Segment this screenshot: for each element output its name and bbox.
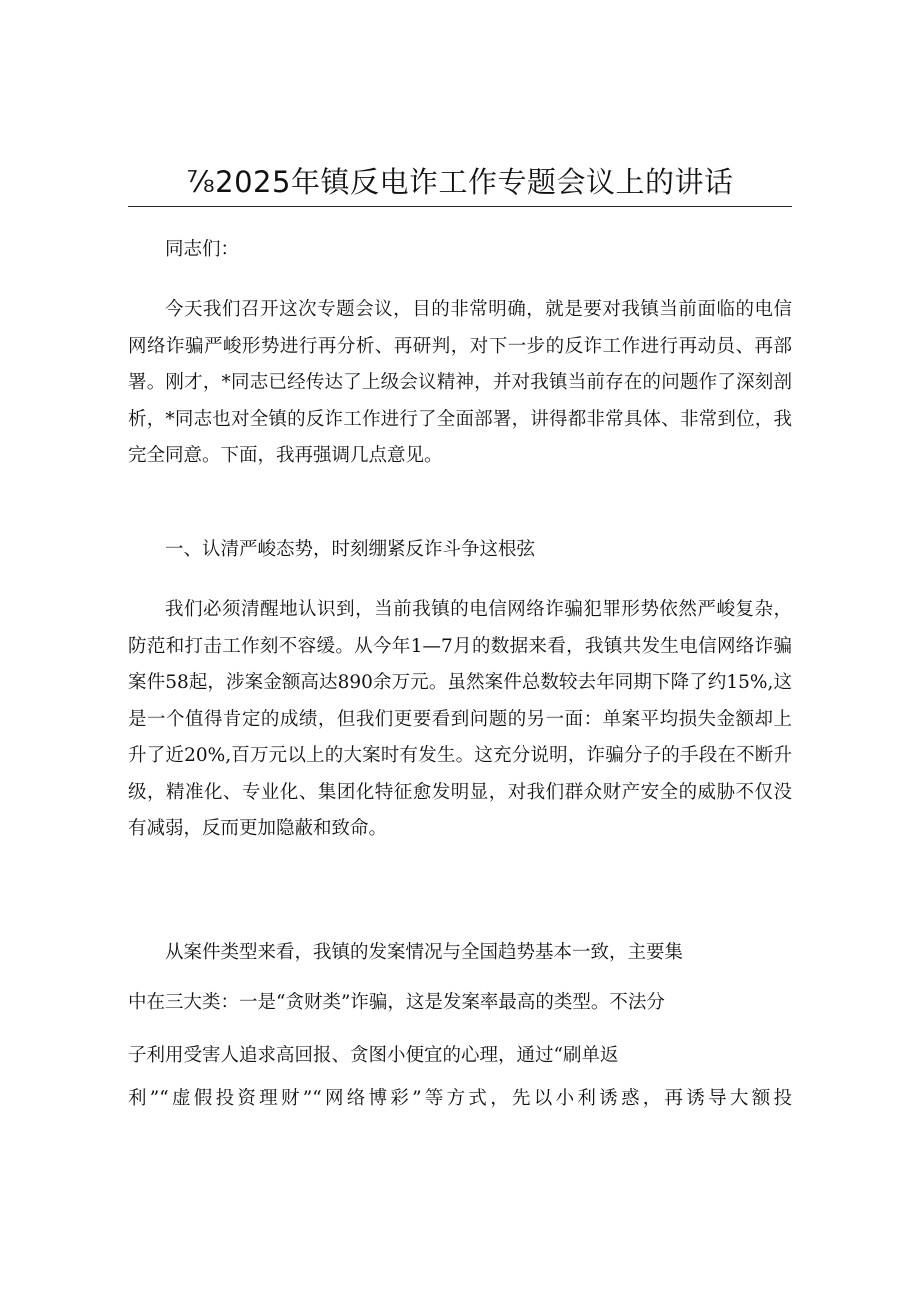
salutation: 同志们： xyxy=(165,239,240,260)
section-1-paragraph: 我们必须清醒地认识到，当前我镇的电信网络诈骗犯罪形势依然严峻复杂，防范和打击工作刻不容缓。从今年1—7月的数据来看，我镇共发生电信网络诈骗案件58起，涉案金额高达890余万元。虽然案件总数较去年同期下降了约15%,这是一个值得肯定的成绩，但我们更要看到问题的另一面：单案平均损失金额却上升了近20%,百万元以上的大案时有发生。这充分说明，诈骗分子的手段在不断升级，精准化、专业化、集团化特征愈发明显，对我们群众财产安全的威胁不仅没有减弱，反而更加隐蔽和致命。 xyxy=(128,599,792,839)
case-type-line-2: 中在三大类：一是“贪财类”诈骗，这是发案率最高的类型。不法分 xyxy=(128,992,665,1013)
document-title: ⅞2025年镇反电诈工作专题会议上的讲话 xyxy=(186,165,734,199)
case-type-line-1: 从案件类型来看，我镇的发案情况与全国趋势基本一致，主要集 xyxy=(165,942,684,963)
section-heading-1: 一、认清严峻态势，时刻绷紧反诈斗争这根弦 xyxy=(165,539,536,560)
case-type-line-3: 子利用受害人追求高回报、贪图小便宜的心理，通过“刷单返 xyxy=(128,1045,619,1066)
title-underline xyxy=(128,206,792,207)
case-type-line-4: 利”“虚假投资理财”“网络博彩”等方式，先以小利诱惑，再诱导大额投 xyxy=(128,1088,792,1109)
intro-paragraph: 今天我们召开这次专题会议，目的非常明确，就是要对我镇当前面临的电信网络诈骗严峻形势进行再分析、再研判，对下一步的反诈工作进行再动员、再部署。刚才，*同志已经传达了上级会议精神，并对我镇当前存在的问题作了深刻剖析，*同志也对全镇的反诈工作进行了全面部署，讲得都非常具体、非常到位，我完全同意。下面，我再强调几点意见。 xyxy=(128,299,792,466)
